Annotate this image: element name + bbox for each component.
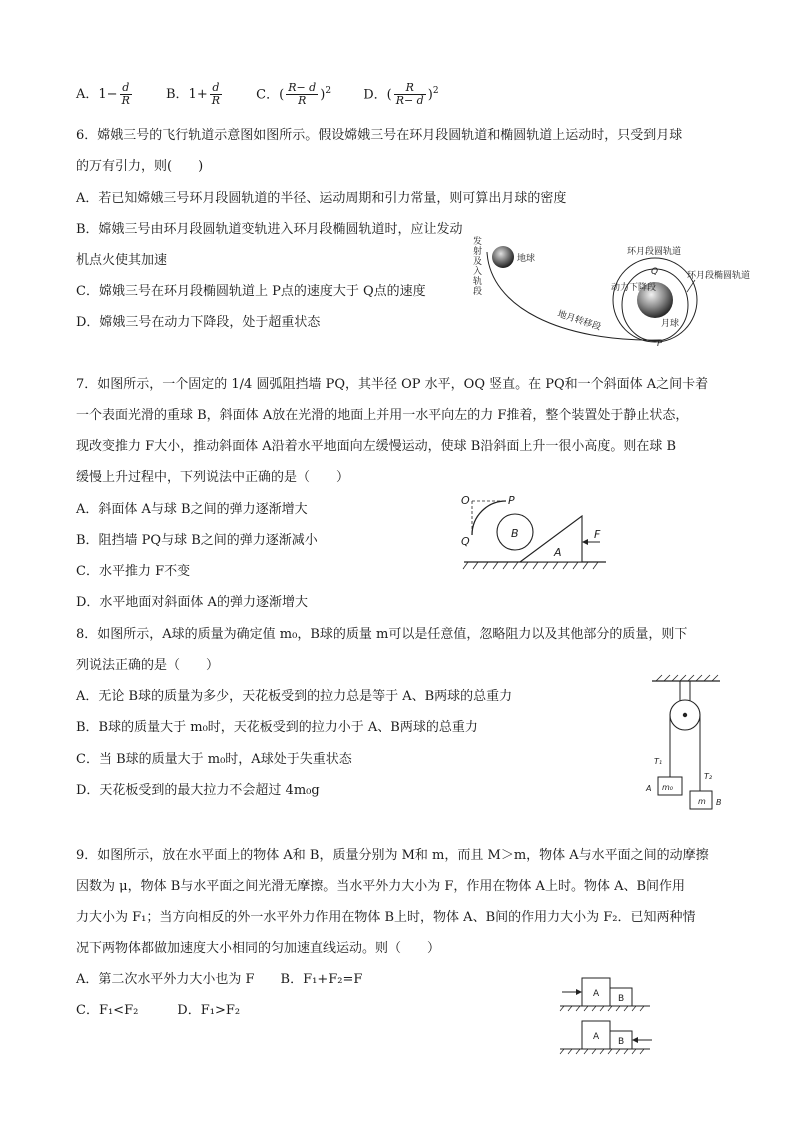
q9-stem-line2: 因数为 μ，物体 B与水平面之间光滑无摩擦。当水平外力大小为 F，作用在物体 A上时。物体 A、B间作用 xyxy=(76,879,686,894)
q9-blocks-diagram xyxy=(556,970,666,1062)
q6-option-a: A．若已知嫦娥三号环月段圆轨道的半径、运动周期和引力常量，则可算出月球的密度 xyxy=(76,191,567,206)
label-char: 轨 xyxy=(473,277,483,287)
bottom-label-b: B xyxy=(618,1037,625,1047)
leader-line xyxy=(687,280,695,292)
label-q: Q xyxy=(461,535,470,548)
q7-stem-line1: 7．如图所示，一个固定的 1/4 圆弧阻挡墙 PQ，其半径 OP 水平，OQ 竖直。在 PQ和一个斜面体 A之间卡着 xyxy=(76,377,709,392)
q7-stem-line3: 现改变推力 F大小，推动斜面体 A沿着水平地面向左缓慢运动，使球 B沿斜面上升一很小高度。则在球 B xyxy=(76,439,677,454)
q8-option-b: B．B球的质量大于 m₀时，天花板受到的拉力小于 A、B两球的总重力 xyxy=(76,720,478,735)
q8-pulley-diagram xyxy=(640,673,735,818)
q7-option-c: C．水平推力 F不变 xyxy=(76,564,191,579)
q8-option-a: A．无论 B球的质量为多少，天花板受到的拉力总是等于 A、B两球的总重力 xyxy=(76,689,513,704)
q6-option-b-line1: B．嫦娥三号由环月段圆轨道变轨进入环月段椭圆轨道时，应让发动 xyxy=(76,222,463,237)
launch-segment-label xyxy=(473,235,482,297)
q7-stem-line2: 一个表面光滑的重球 B，斜面体 A放在光滑的地面上并用一水平向左的力 F推着，整个装置处于静止状态， xyxy=(76,408,689,423)
label-char: 入 xyxy=(473,267,483,277)
label-o: O xyxy=(461,494,470,507)
label-a: A xyxy=(554,546,562,559)
q5-option-b: B．1+ $\frac{d}{R}$ xyxy=(166,81,221,108)
q7-option-b: B．阻挡墙 PQ与球 B之间的弹力逐渐减小 xyxy=(76,533,318,548)
moon-label: 月球 xyxy=(661,319,680,329)
q5-option-a: A．1− $\frac{d}{R}$ xyxy=(76,81,130,108)
circular-orbit-label: 环月段圆轨道 xyxy=(627,247,682,257)
top-label-a: A xyxy=(593,989,600,999)
point-p-label: P xyxy=(657,339,663,349)
q6-orbit-diagram xyxy=(465,232,751,350)
label-char: 发 xyxy=(473,237,483,247)
fraction: $\frac{R}{R- d}$ xyxy=(395,81,424,108)
transfer-label: 地月转移段 xyxy=(556,309,602,333)
elliptical-orbit-label: 环月段椭圆轨道 xyxy=(687,271,751,281)
q7-option-d: D．水平地面对斜面体 A的弹力逐渐增大 xyxy=(76,595,308,610)
bottom-label-a: A xyxy=(593,1032,600,1042)
label-m0: m₀ xyxy=(662,783,673,792)
q6-stem-line2: 的万有引力，则( ) xyxy=(76,159,204,174)
fraction: $\frac{d}{R}$ xyxy=(211,81,221,108)
label-m: m xyxy=(698,797,706,806)
label-b: B xyxy=(716,798,722,807)
q9-stem-line4: 况下两物体都做加速度大小相同的匀加速直线运动。则（ ） xyxy=(76,941,441,956)
q8-stem-line1: 8．如图所示，A球的质量为确定值 m₀，B球的质量 m可以是任意值，忽略阻力以及其他部分的质量，则下 xyxy=(76,627,688,642)
top-ground-hatching xyxy=(560,1006,644,1011)
label-char: 段 xyxy=(473,287,483,297)
point-q-label: Q xyxy=(651,267,659,277)
label-t1: T₁ xyxy=(654,757,663,766)
q7-incline-diagram xyxy=(458,492,608,572)
bottom-ground-hatching xyxy=(560,1049,644,1054)
transfer-trajectory xyxy=(487,252,660,340)
label-p: P xyxy=(508,494,515,507)
ground-hatching xyxy=(463,562,598,569)
arrowhead xyxy=(582,539,588,545)
earth xyxy=(492,246,514,268)
fraction: $\frac{d}{R}$ xyxy=(121,81,130,108)
q8-option-c: C．当 B球的质量大于 m₀时，A球处于失重状态 xyxy=(76,752,352,767)
q7-stem-line4: 缓慢上升过程中，下列说法中正确的是（ ） xyxy=(76,470,350,485)
q5-option-c: C．( $\frac{R- d}{R}$ )$^2$ xyxy=(256,81,332,108)
q8-option-d: D．天花板受到的最大拉力不会超过 4m₀g xyxy=(76,783,320,798)
descent-label: 动力下降段 xyxy=(611,283,657,293)
pulley-axle xyxy=(683,713,687,717)
q9-options-cd: C．F₁<F₂ D．F₁>F₂ xyxy=(76,1003,241,1018)
q9-stem-line1: 9．如图所示，放在水平面上的物体 A和 B，质量分别为 M和 m，而且 M＞m，物体 A与水平面之间的动摩擦 xyxy=(76,848,709,863)
q5-options xyxy=(76,82,467,107)
q9-stem-line3: 力大小为 F₁；当方向相反的外一水平外力作用在物体 B上时，物体 A、B间的作用力大小为 F₂．已知两种情 xyxy=(76,910,696,925)
q8-stem-line2: 列说法正确的是（ ） xyxy=(76,658,220,673)
arrowhead xyxy=(632,1037,638,1043)
ceiling-hatching xyxy=(656,675,718,681)
fraction: $\frac{R- d}{R}$ xyxy=(288,81,317,108)
q5-option-d: D．( $\frac{R}{R- d}$ )$^2$ xyxy=(363,81,439,108)
label-char: 及 xyxy=(473,257,483,267)
label-f: F xyxy=(594,528,601,541)
label-t2: T₂ xyxy=(704,772,713,781)
label-char: 射 xyxy=(473,247,483,257)
q6-option-b-line2: 机点火使其加速 xyxy=(76,253,168,268)
q6-option-c: C．嫦娥三号在环月段椭圆轨道上 P点的速度大于 Q点的速度 xyxy=(76,284,426,299)
label-a: A xyxy=(646,784,652,793)
label-b: B xyxy=(511,527,519,540)
q7-option-a: A．斜面体 A与球 B之间的弹力逐渐增大 xyxy=(76,502,308,517)
earth-label: 地球 xyxy=(517,254,536,264)
top-label-b: B xyxy=(618,994,625,1004)
arrowhead xyxy=(576,989,582,995)
q6-stem-line1: 6．嫦娥三号的飞行轨道示意图如图所示。假设嫦娥三号在环月段圆轨道和椭圆轨道上运动时，只受到月球 xyxy=(76,128,683,143)
q9-options-ab: A．第二次水平外力大小也为 F B．F₁+F₂=F xyxy=(76,972,363,987)
q6-option-d: D．嫦娥三号在动力下降段，处于超重状态 xyxy=(76,315,321,330)
